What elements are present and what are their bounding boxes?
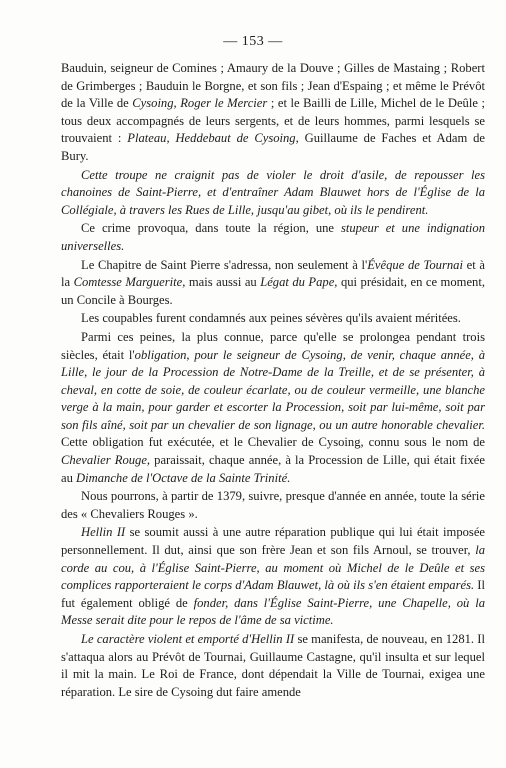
italic-text-run: stupeur et une indignation universelles. <box>61 221 485 253</box>
text-run: Nous pourrons, à partir de 1379, suivre, presque d'année en année, toute la série des « Chevaliers Rouges ». <box>61 489 485 521</box>
italic-text-run: Cysoing, Roger le Mercier <box>132 96 268 111</box>
page-body-text <box>61 60 485 701</box>
italic-text-run: fonder, dans l'Église Saint-Pierre, une Chapelle, où la Messe serait dite pour le repos de l'âme de sa victime. <box>61 595 485 628</box>
text-run: se soumit aussi à une autre réparation publique qui lui était imposée personnellement. Il dut, ainsi que son frère Jean et son fils Arnoul, se trouver, <box>61 525 486 558</box>
paragraph <box>61 631 485 701</box>
text-run: ; et le Bailli de Lille, Michel de le Deûle ; tous deux accompagnés de leurs sergents, et de leurs hommes, parmi lesquels se trouvaient : <box>61 96 485 146</box>
paragraph <box>61 220 485 255</box>
text-run: Ce crime provoqua, dans toute la région, une <box>81 221 341 236</box>
italic-text-run: Légat du Pape, <box>260 275 338 290</box>
paragraph <box>61 257 485 310</box>
italic-text-run: obligation, pour le seigneur de Cysoing, de venir, chaque année, à Lille, le jour de la Procession de Notre-Dame de la Treille, et de se présenter, à cheval, en cotte de soie, de couleur écarlate, ou de couleur vermeille, une blanche verge à la main, pour garder et escorter la Procession, soit par lui-même, soit par son fils aîné, soit par un chevalier de son lignage, ou un autre honorable chevalier. <box>61 347 485 432</box>
paragraph <box>61 329 485 487</box>
text-run: Parmi ces peines, la plus connue, parce qu'elle se prolongea pendant trois siècles, était l' <box>61 329 485 362</box>
italic-text-run: Le caractère violent et emporté d'Hellin II <box>81 632 295 646</box>
page-number: — 153 — <box>223 34 283 49</box>
text-run: Guillaume de Faches et Adam de Bury. <box>61 131 486 163</box>
text-run: Il fut également obligé de <box>61 578 485 610</box>
italic-text-run: Plateau, Heddebaut de Cysoing, <box>127 131 299 146</box>
paragraph <box>61 167 485 220</box>
text-run: mais aussi au <box>185 275 261 290</box>
text-run: se manifesta, de nouveau, en 1281. Il s'attaqua alors au Prévôt de Tournai, Guillaume Castagne, qu'il insulta et sur lequel il mit la main. Le Roi de France, dont dépendait la Ville de Tournai, exigea une réparation. Le sire de Cysoing dut faire amende <box>61 632 485 699</box>
italic-text-run: Dimanche de l'Octave de la Sainte Trinité. <box>76 470 291 485</box>
paragraph <box>61 310 485 328</box>
paragraph <box>61 60 485 166</box>
italic-text-run: Comtesse Marguerite, <box>73 275 186 290</box>
italic-text-run: Évêque de Tournai <box>367 257 463 272</box>
text-run: Bauduin, seigneur de Comines ; Amaury de la Douve ; Gilles de Mastaing ; Robert de Grimberges ; Bauduin le Borgne, et son fils ; Jean d'Espaing ; et même le Prévôt de la Ville de <box>61 61 485 111</box>
text-run: Le Chapitre de Saint Pierre s'adressa, non seulement à l' <box>81 257 368 272</box>
italic-text-run: la corde au cou, à l'Église Saint-Pierre, au moment où Michel de le Deûle et ses complices rapporteraient le corps d'Adam Blauwet, là où ils s'en étaient emparés. <box>61 543 485 593</box>
text-run: paraissait, chaque année, à la Procession de Lille, qui était fixée au <box>61 453 485 485</box>
italic-text-run: Hellin II <box>81 525 126 540</box>
text-run: et à la <box>61 257 485 290</box>
paragraph <box>61 524 485 630</box>
paragraph <box>61 488 485 523</box>
text-run: Cette obligation fut exécutée, et le Chevalier de Cysoing, connu sous le nom de <box>61 435 485 450</box>
italic-text-run: Cette troupe ne craignit pas de violer le droit d'asile, de repousser les chanoines de Saint-Pierre, et d'entraîner Adam Blauwet hors de l'Église de la Collégiale, à travers les Rues de Lille, jusqu'au gibet, où ils le pendirent. <box>61 167 485 217</box>
text-run: qui présidait, en ce moment, un Concile à Bourges. <box>61 275 485 307</box>
text-run: Les coupables furent condamnés aux peines sévères qu'ils avaient méritées. <box>81 311 461 326</box>
italic-text-run: Chevalier Rouge, <box>61 453 151 468</box>
